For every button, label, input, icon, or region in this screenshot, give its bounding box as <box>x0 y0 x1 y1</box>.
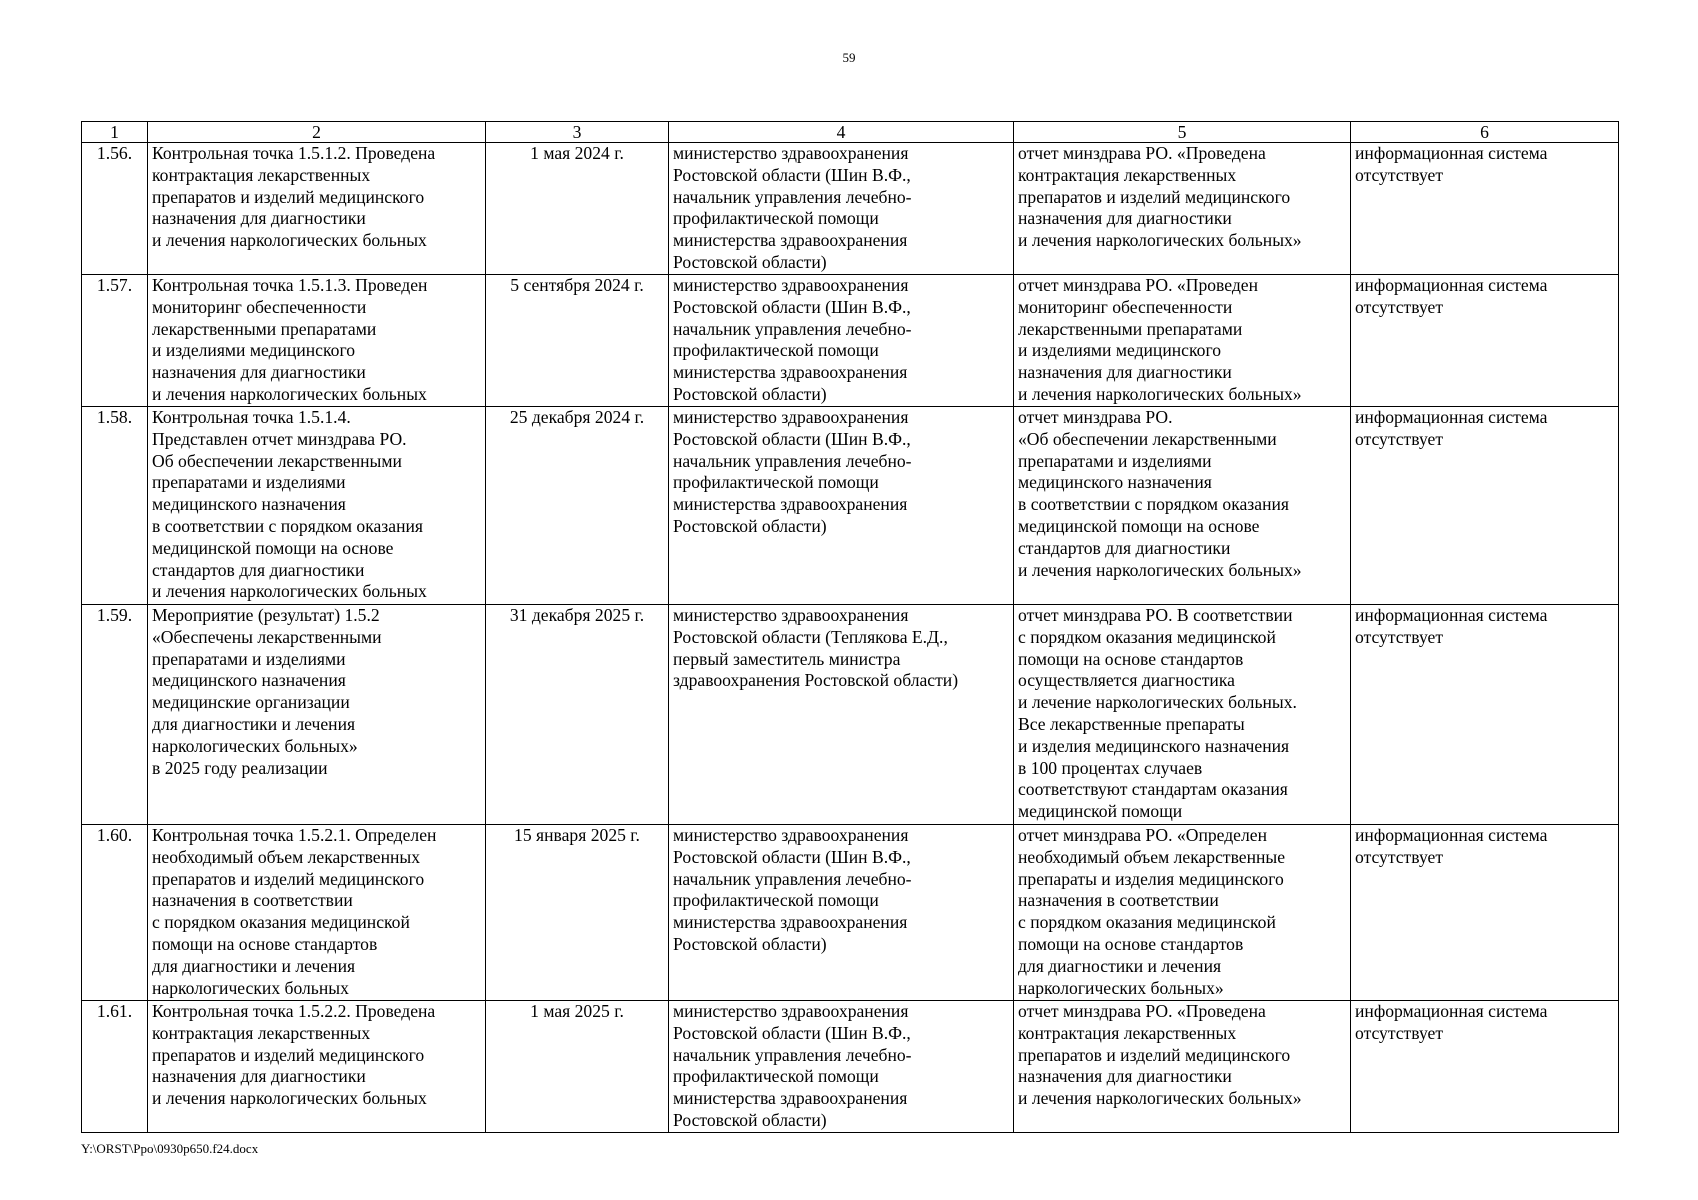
column-number-4: 4 <box>669 122 1014 143</box>
row-document: отчет минздрава РО. В соответствии с порядком оказания медицинской помощи на основе стандартов осуществляется диагностика и лечение наркологических больных. Все лекарственные препараты и изделия медицинского назначения в 100 процентах случаев соответствуют стандартам оказания медицинской помощи <box>1014 605 1351 825</box>
row-system: информационная система отсутствует <box>1351 1001 1619 1133</box>
table-row <box>82 143 1619 275</box>
row-responsible: министерство здравоохранения Ростовской области (Шин В.Ф., начальник управления лечебно- профилактической помощи министерства здравоохранения Ростовской области) <box>669 275 1014 407</box>
row-number: 1.58. <box>82 407 148 605</box>
row-system: информационная система отсутствует <box>1351 605 1619 825</box>
row-date: 5 сентября 2024 г. <box>486 275 669 407</box>
row-system: информационная система отсутствует <box>1351 275 1619 407</box>
row-name: Контрольная точка 1.5.1.4. Представлен отчет минздрава РО. Об обеспечении лекарственными препаратами и изделиями медицинского назначения в соответствии с порядком оказания медицинской помощи на основе стандартов для диагностики и лечения наркологических больных <box>148 407 486 605</box>
row-number: 1.56. <box>82 143 148 275</box>
row-number: 1.59. <box>82 605 148 825</box>
row-responsible: министерство здравоохранения Ростовской области (Шин В.Ф., начальник управления лечебно- профилактической помощи министерства здравоохранения Ростовской области) <box>669 825 1014 1001</box>
row-responsible: министерство здравоохранения Ростовской области (Теплякова Е.Д., первый заместитель министра здравоохранения Ростовской области) <box>669 605 1014 825</box>
row-responsible: министерство здравоохранения Ростовской области (Шин В.Ф., начальник управления лечебно- профилактической помощи министерства здравоохранения Ростовской области) <box>669 143 1014 275</box>
row-document: отчет минздрава РО. «Определен необходимый объем лекарственные препараты и изделия медицинского назначения в соответствии с порядком оказания медицинской помощи на основе стандартов для диагностики и лечения наркологических больных» <box>1014 825 1351 1001</box>
row-number: 1.57. <box>82 275 148 407</box>
row-name: Мероприятие (результат) 1.5.2 «Обеспечены лекарственными препаратами и изделиями медицинского назначения медицинские организации для диагностики и лечения наркологических больных» в 2025 году реализации <box>148 605 486 825</box>
table-row <box>82 605 1619 825</box>
row-date: 15 января 2025 г. <box>486 825 669 1001</box>
row-document: отчет минздрава РО. «Об обеспечении лекарственными препаратами и изделиями медицинского назначения в соответствии с порядком оказания медицинской помощи на основе стандартов для диагностики и лечения наркологических больных» <box>1014 407 1351 605</box>
column-number-1: 1 <box>82 122 148 143</box>
row-name: Контрольная точка 1.5.1.2. Проведена контрактация лекарственных препаратов и изделий медицинского назначения для диагностики и лечения наркологических больных <box>148 143 486 275</box>
row-date: 25 декабря 2024 г. <box>486 407 669 605</box>
row-name: Контрольная точка 1.5.2.2. Проведена контрактация лекарственных препаратов и изделий медицинского назначения для диагностики и лечения наркологических больных <box>148 1001 486 1133</box>
column-number-5: 5 <box>1014 122 1351 143</box>
table-row <box>82 275 1619 407</box>
column-number-3: 3 <box>486 122 669 143</box>
column-number-row <box>82 122 1619 143</box>
row-number: 1.60. <box>82 825 148 1001</box>
plan-table <box>81 121 1619 1133</box>
row-document: отчет минздрава РО. «Проведена контрактация лекарственных препаратов и изделий медицинского назначения для диагностики и лечения наркологических больных» <box>1014 143 1351 275</box>
column-number-6: 6 <box>1351 122 1619 143</box>
table-row <box>82 407 1619 605</box>
table-row <box>82 825 1619 1001</box>
row-date: 1 мая 2025 г. <box>486 1001 669 1133</box>
page-number: 59 <box>842 50 856 65</box>
column-number-2: 2 <box>148 122 486 143</box>
row-document: отчет минздрава РО. «Проведен мониторинг обеспеченности лекарственными препаратами и изделиями медицинского назначения для диагностики и лечения наркологических больных» <box>1014 275 1351 407</box>
row-name: Контрольная точка 1.5.1.3. Проведен мониторинг обеспеченности лекарственными препаратами и изделиями медицинского назначения для диагностики и лечения наркологических больных <box>148 275 486 407</box>
row-system: информационная система отсутствует <box>1351 825 1619 1001</box>
row-responsible: министерство здравоохранения Ростовской области (Шин В.Ф., начальник управления лечебно- профилактической помощи министерства здравоохранения Ростовской области) <box>669 407 1014 605</box>
row-document: отчет минздрава РО. «Проведена контрактация лекарственных препаратов и изделий медицинского назначения для диагностики и лечения наркологических больных» <box>1014 1001 1351 1133</box>
row-system: информационная система отсутствует <box>1351 407 1619 605</box>
row-date: 31 декабря 2025 г. <box>486 605 669 825</box>
file-path-footer: Y:\ORST\Ppo\0930p650.f24.docx <box>81 1141 259 1156</box>
table-row <box>82 1001 1619 1133</box>
row-responsible: министерство здравоохранения Ростовской области (Шин В.Ф., начальник управления лечебно- профилактической помощи министерства здравоохранения Ростовской области) <box>669 1001 1014 1133</box>
row-number: 1.61. <box>82 1001 148 1133</box>
row-system: информационная система отсутствует <box>1351 143 1619 275</box>
row-name: Контрольная точка 1.5.2.1. Определен необходимый объем лекарственных препаратов и изделий медицинского назначения в соответствии с порядком оказания медицинской помощи на основе стандартов для диагностики и лечения наркологических больных <box>148 825 486 1001</box>
row-date: 1 мая 2024 г. <box>486 143 669 275</box>
